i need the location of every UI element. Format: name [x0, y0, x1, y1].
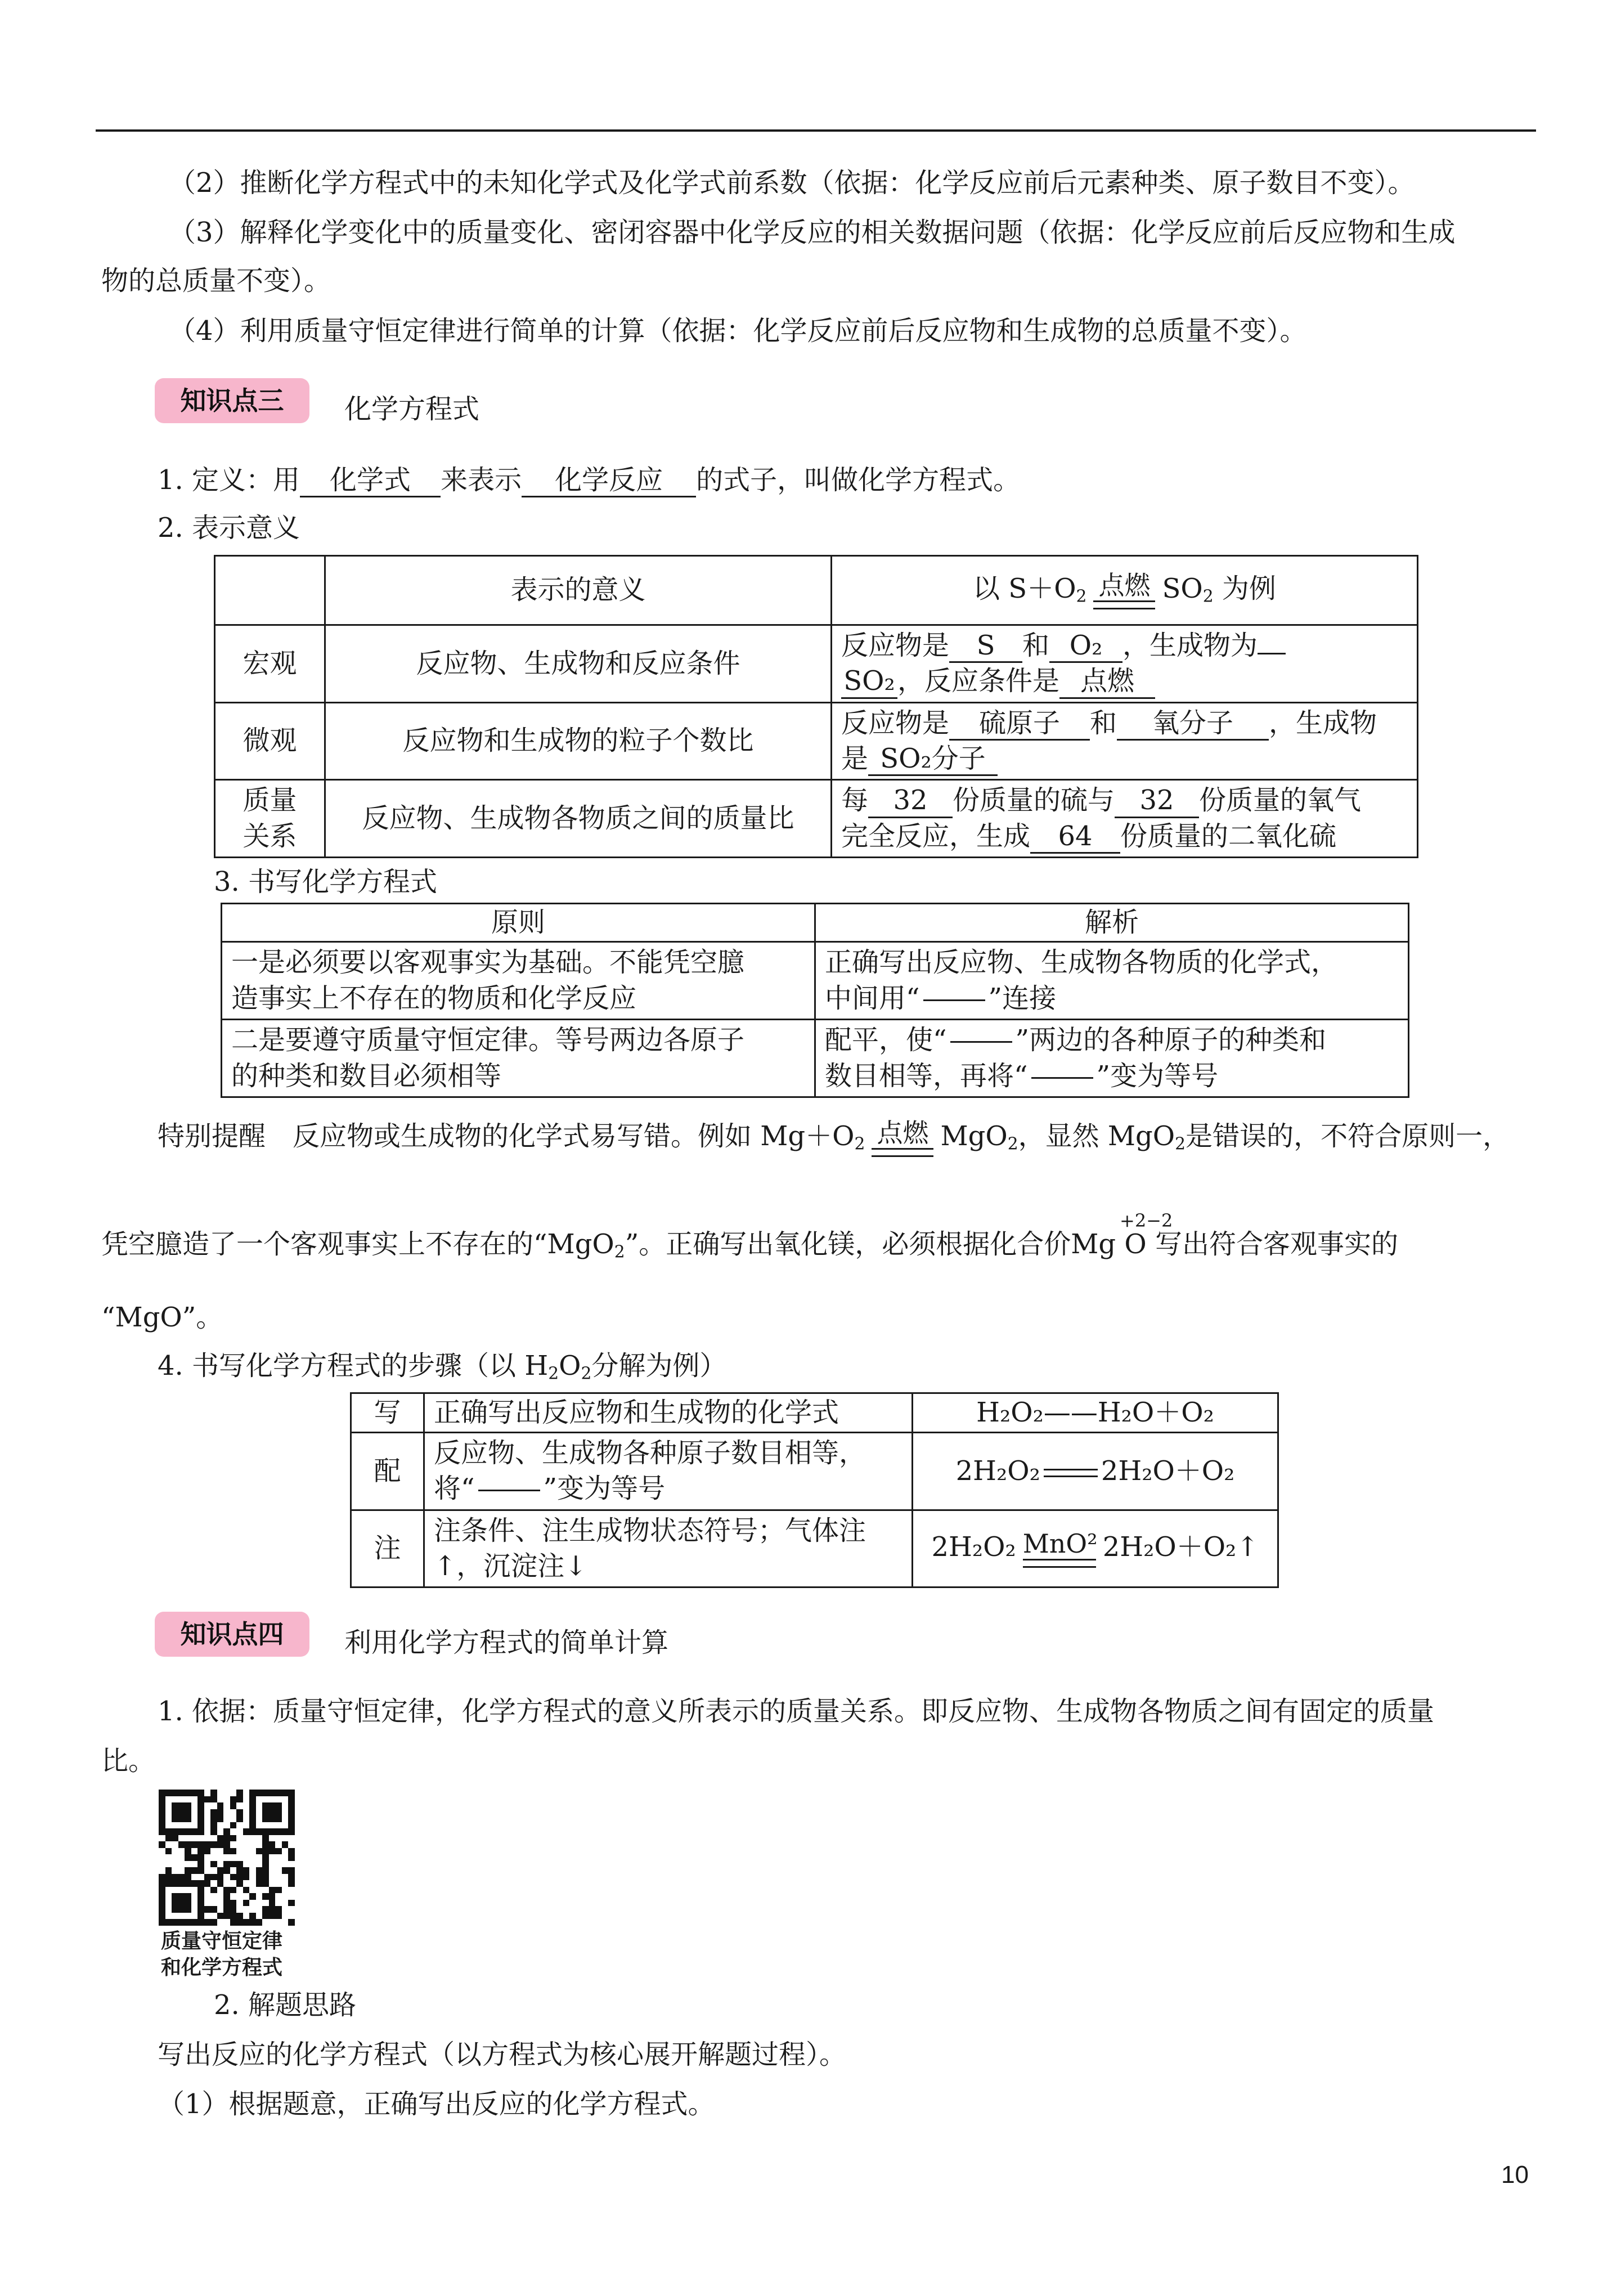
aspect-macro: 宏观	[215, 625, 325, 703]
reminder-label: 特别提醒	[158, 1120, 266, 1152]
page-number: 10	[1501, 2161, 1529, 2189]
section-title-3: 化学方程式	[344, 393, 480, 425]
meaning-table-header	[215, 556, 1418, 625]
item-4: （4）利用质量守恒定律进行简单的计算（依据：化学反应前后反应物和生成物的总质量不变）。	[169, 315, 1307, 347]
principle-table-header: 原则 解析	[222, 904, 1409, 942]
step-annotate: 注	[351, 1510, 424, 1588]
table-row: 写 正确写出反应物和生成物的化学式 H₂O₂——H₂O＋O₂	[351, 1393, 1278, 1433]
qr-caption: 质量守恒定律 和化学方程式	[161, 1929, 283, 1979]
item-3-line1: （3）解释化学变化中的质量变化、密闭容器中化学反应的相关数据问题（依据：化学反应前后反应物和生成	[169, 217, 1456, 248]
table-row: 一是必须要以客观事实为基础。不能凭空臆 造事实上不存在的物质和化学反应 正确写出反应物、生成物各物质的化学式， 中间用“ ”连接	[222, 942, 1409, 1020]
aspect-micro: 微观	[215, 702, 325, 780]
section-badge-3: 知识点三	[155, 378, 309, 423]
steps-table	[350, 1392, 1279, 1588]
long-dash	[950, 1041, 1012, 1043]
reminder-line-2: 凭空臆造了一个客观事实上不存在的“MgO$_2$”。正确写出氧化镁，必须根据化合价Mg O 写出符合客观事实的	[101, 1228, 1399, 1262]
equals-sign-catalyst: MnO²	[1023, 1531, 1096, 1568]
long-dash	[478, 1490, 540, 1491]
long-dash	[923, 999, 985, 1001]
item-2: （2）推断化学方程式中的未知化学式及化学式前系数（依据：化学反应前后元素种类、原子数目不变）。	[169, 167, 1415, 199]
table-row: 质量 关系 反应物、生成物各物质之间的质量比 每 32 份质量的硫与 32 份质量的氧气 完全反应，生成 64 份质量的二氧化硫	[215, 780, 1418, 858]
header-meaning: 表示的意义	[325, 556, 832, 625]
table-row: 二是要遵守质量守恒定律。等号两边各原子 的种类和数目必须相等 配平，使“ ”两边的各种原子的种类和 数目相等，再将“ ”变为等号	[222, 1020, 1409, 1097]
table-row: 注 注条件、注生成物状态符号；气体注 ↑，沉淀注↓ 2H₂O₂ MnO² 2H₂O＋O₂↑	[351, 1510, 1278, 1588]
header-rule	[96, 129, 1536, 132]
section-title-4: 利用化学方程式的简单计算	[344, 1627, 669, 1658]
header-example: 以 $S+O_2$ 点燃 $SO_2$ 为例	[832, 556, 1418, 625]
long-dash	[1031, 1077, 1093, 1079]
write-heading: 3. 书写化学方程式	[214, 866, 438, 898]
table-row: 宏观 反应物、生成物和反应条件 反应物是 S 和 O₂ ，生成物为 SO₂，反应条件是 点燃	[215, 625, 1418, 703]
equals-sign-ignite: 点燃	[1093, 572, 1155, 609]
item-3-line2: 物的总质量不变）。	[101, 265, 331, 297]
basis-line-1: 1. 依据：质量守恒定律，化学方程式的意义所表示的质量关系。即反应物、生成物各物质之间有固定的质量	[158, 1696, 1435, 1727]
reminder-line-1: 特别提醒 反应物或生成物的化学式易写错。例如 $Mg+O_2$ 点燃 MgO$_2$，显然 MgO$_2$是错误的，不符合原则一，	[158, 1119, 1510, 1157]
meaning-table	[214, 555, 1418, 858]
definition-line: 1. 定义：用 化学式 来表示 化学反应 的式子，叫做化学方程式。	[158, 463, 1020, 498]
table-row: 配 反应物、生成物各种原子数目相等， 将“ ”变为等号 2H₂O₂ 2H₂O＋O₂	[351, 1433, 1278, 1510]
step-balance: 配	[351, 1433, 424, 1510]
equals-sign	[1044, 1469, 1098, 1477]
thinking-line-2: （1）根据题意，正确写出反应的化学方程式。	[158, 2088, 715, 2120]
thinking-line-1: 写出反应的化学方程式（以方程式为核心展开解题过程）。	[158, 2039, 847, 2070]
qr-code-icon[interactable]	[159, 1790, 295, 1926]
meaning-heading: 2. 表示意义	[158, 512, 300, 544]
principle-table	[221, 903, 1409, 1098]
aspect-mass: 质量 关系	[215, 780, 325, 858]
step-write: 写	[351, 1393, 424, 1433]
valence-marks: +2−2	[1120, 1210, 1173, 1231]
table-row: 微观 反应物和生成物的粒子个数比 反应物是 硫原子 和 氧分子 ，生成物 是 SO₂分子	[215, 702, 1418, 780]
section-badge-4: 知识点四	[155, 1612, 309, 1657]
blank-chemical-reaction: 化学反应	[522, 465, 696, 497]
basis-line-2: 比。	[101, 1745, 156, 1777]
thinking-heading: 2. 解题思路	[214, 1989, 357, 2021]
steps-heading: 4. 书写化学方程式的步骤（以 $H_2O_2$分解为例）	[158, 1350, 727, 1384]
blank-chemical-formula: 化学式	[300, 465, 441, 497]
equals-sign-ignite: 点燃	[872, 1120, 933, 1157]
reminder-line-3: “MgO”。	[101, 1302, 223, 1333]
